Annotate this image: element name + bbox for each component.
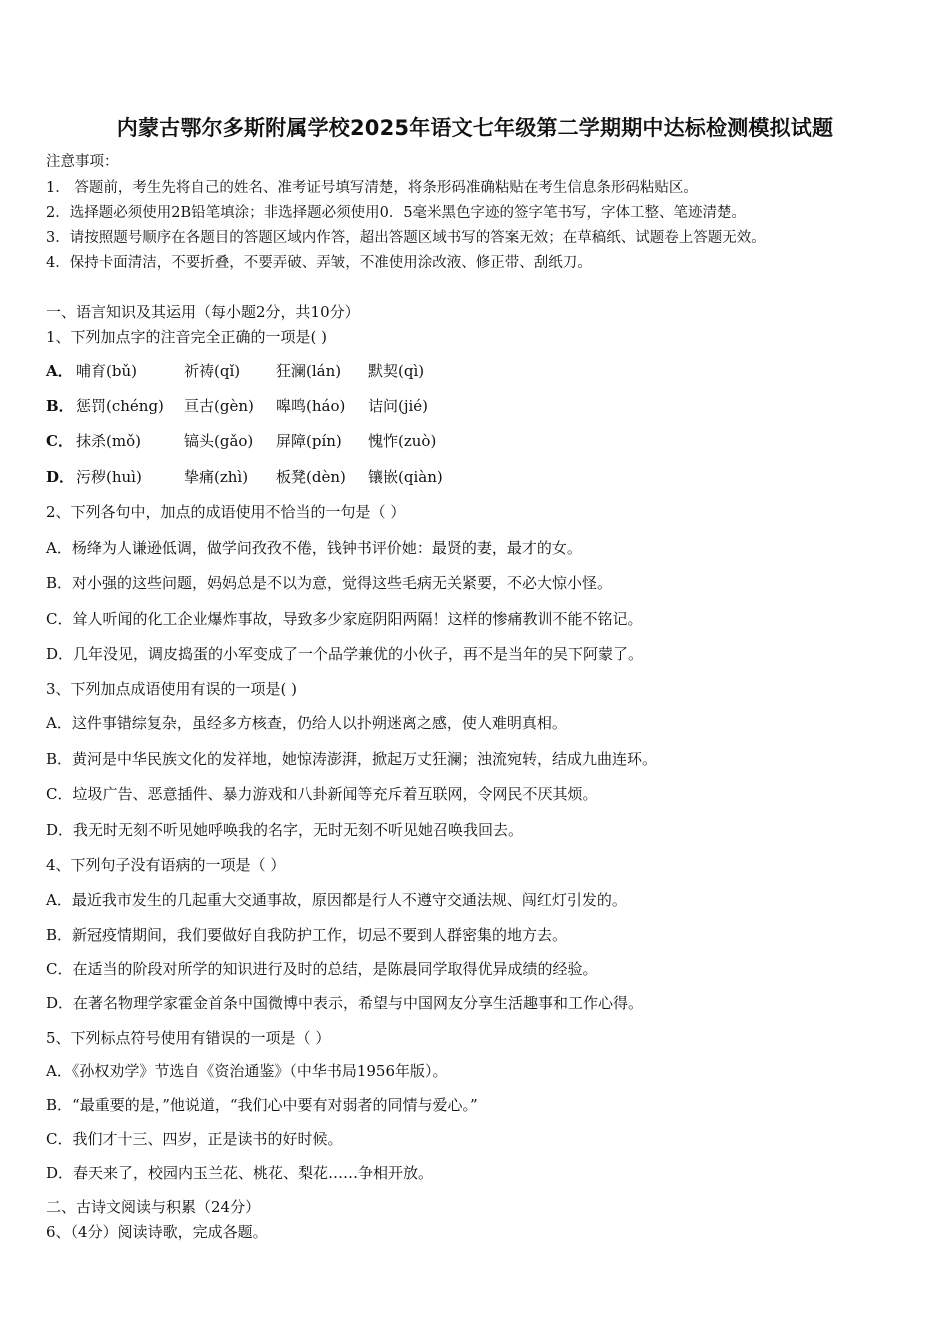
option-word: 默契(qì) — [368, 362, 425, 380]
option-word: 屏障(pín) — [276, 432, 342, 450]
question-stem: 3、下列加点成语使用有误的一项是( ) — [46, 680, 298, 698]
option-word: 镐头(gǎo) — [184, 432, 254, 450]
option-text: B．黄河是中华民族文化的发祥地，她惊涛澎湃，掀起万丈狂澜；浊流宛转，结成九曲连环。 — [46, 750, 658, 768]
option-text: D．在著名物理学家霍金首条中国微博中表示，希望与中国网友分享生活趣事和工作心得。 — [46, 994, 644, 1012]
option-text: D．我无时无刻不听见她呼唤我的名字，无时无刻不听见她召唤我回去。 — [46, 821, 524, 839]
page-title: 内蒙古鄂尔多斯附属学校2025年语文七年级第二学期期中达标检测模拟试题 — [116, 116, 834, 140]
option-letter: B． — [46, 397, 74, 415]
option-text: A．最近我市发生的几起重大交通事故，原因都是行人不遵守交通法规、闯红灯引发的。 — [46, 891, 627, 909]
option-text: A．杨绛为人谦逊低调，做学问孜孜不倦，钱钟书评价她：最贤的妻，最才的女。 — [46, 539, 582, 557]
option-text: A．《孙权劝学》节选自《资治通鉴》（中华书局1956年版）。 — [46, 1062, 448, 1080]
option-text: C．我们才十三、四岁，正是读书的好时候。 — [46, 1130, 343, 1148]
option-text: B．新冠疫情期间，我们要做好自我防护工作，切忌不要到人群密集的地方去。 — [46, 926, 568, 944]
question-stem: 1、下列加点字的注音完全正确的一项是( ) — [46, 328, 328, 346]
option-word: 诘问(jié) — [368, 397, 429, 415]
option-word: 愧怍(zuò) — [368, 432, 437, 450]
option-text: B．“最重要的是，”他说道，“我们心中要有对弱者的同情与爱心。” — [46, 1096, 478, 1114]
notice-heading: 注意事项： — [46, 154, 119, 170]
notice-item: 4．保持卡面清洁，不要折叠，不要弄破、弄皱，不准使用涂改液、修正带、刮纸刀。 — [46, 255, 592, 271]
option-text: C．在适当的阶段对所学的知识进行及时的总结，是陈晨同学取得优异成绩的经验。 — [46, 960, 598, 978]
option-word: 污秽(huì) — [76, 468, 142, 486]
option-word: 嗥鸣(háo) — [276, 397, 346, 415]
option-word: 狂澜(lán) — [276, 362, 342, 380]
question-stem: 6、（4分）阅读诗歌，完成各题。 — [46, 1223, 268, 1241]
option-word: 板凳(dèn) — [276, 468, 346, 486]
notice-item: 2．选择题必须使用2B铅笔填涂；非选择题必须使用0．5毫米黑色字迹的签字笔书写，字体工整、笔迹清楚。 — [46, 205, 747, 221]
option-word: 挚痛(zhì) — [184, 468, 249, 486]
option-word: 亘古(gèn) — [184, 397, 254, 415]
option-letter: C． — [46, 432, 73, 450]
section-heading: 一、语言知识及其运用（每小题2分，共10分） — [46, 303, 360, 321]
question-stem: 5、下列标点符号使用有错误的一项是（ ） — [46, 1029, 331, 1047]
option-word: 镶嵌(qiàn) — [368, 468, 443, 486]
option-letter: D． — [46, 468, 75, 486]
notice-item: 1． 答题前，考生先将自己的姓名、准考证号填写清楚，将条形码准确粘贴在考生信息条形码粘贴区。 — [46, 180, 698, 196]
option-text: A．这件事错综复杂，虽经多方核查，仍给人以扑朔迷离之感，使人难明真相。 — [46, 714, 567, 732]
option-text: D．春天来了，校园内玉兰花、桃花、梨花……争相开放。 — [46, 1164, 434, 1182]
option-word: 哺育(bǔ) — [76, 362, 137, 380]
option-text: C．耸人听闻的化工企业爆炸事故，导致多少家庭阴阳两隔！这样的惨痛教训不能不铭记。 — [46, 610, 643, 628]
option-text: C．垃圾广告、恶意插件、暴力游戏和八卦新闻等充斥着互联网，令网民不厌其烦。 — [46, 785, 598, 803]
option-letter: A． — [46, 362, 73, 380]
option-text: B．对小强的这些问题，妈妈总是不以为意，觉得这些毛病无关紧要，不必大惊小怪。 — [46, 574, 613, 592]
question-stem: 4、下列句子没有语病的一项是（ ） — [46, 856, 286, 874]
option-word: 祈祷(qǐ) — [184, 362, 241, 380]
section-heading: 二、古诗文阅读与积累（24分） — [46, 1198, 261, 1216]
option-text: D．几年没见，调皮捣蛋的小军变成了一个品学兼优的小伙子，再不是当年的吴下阿蒙了。 — [46, 645, 644, 663]
question-stem: 2、下列各句中，加点的成语使用不恰当的一句是（ ） — [46, 503, 406, 521]
option-word: 惩罚(chéng) — [76, 397, 164, 415]
notice-item: 3．请按照题号顺序在各题目的答题区域内作答，超出答题区域书写的答案无效；在草稿纸、试题卷上答题无效。 — [46, 230, 766, 246]
option-word: 抹杀(mǒ) — [76, 432, 141, 450]
